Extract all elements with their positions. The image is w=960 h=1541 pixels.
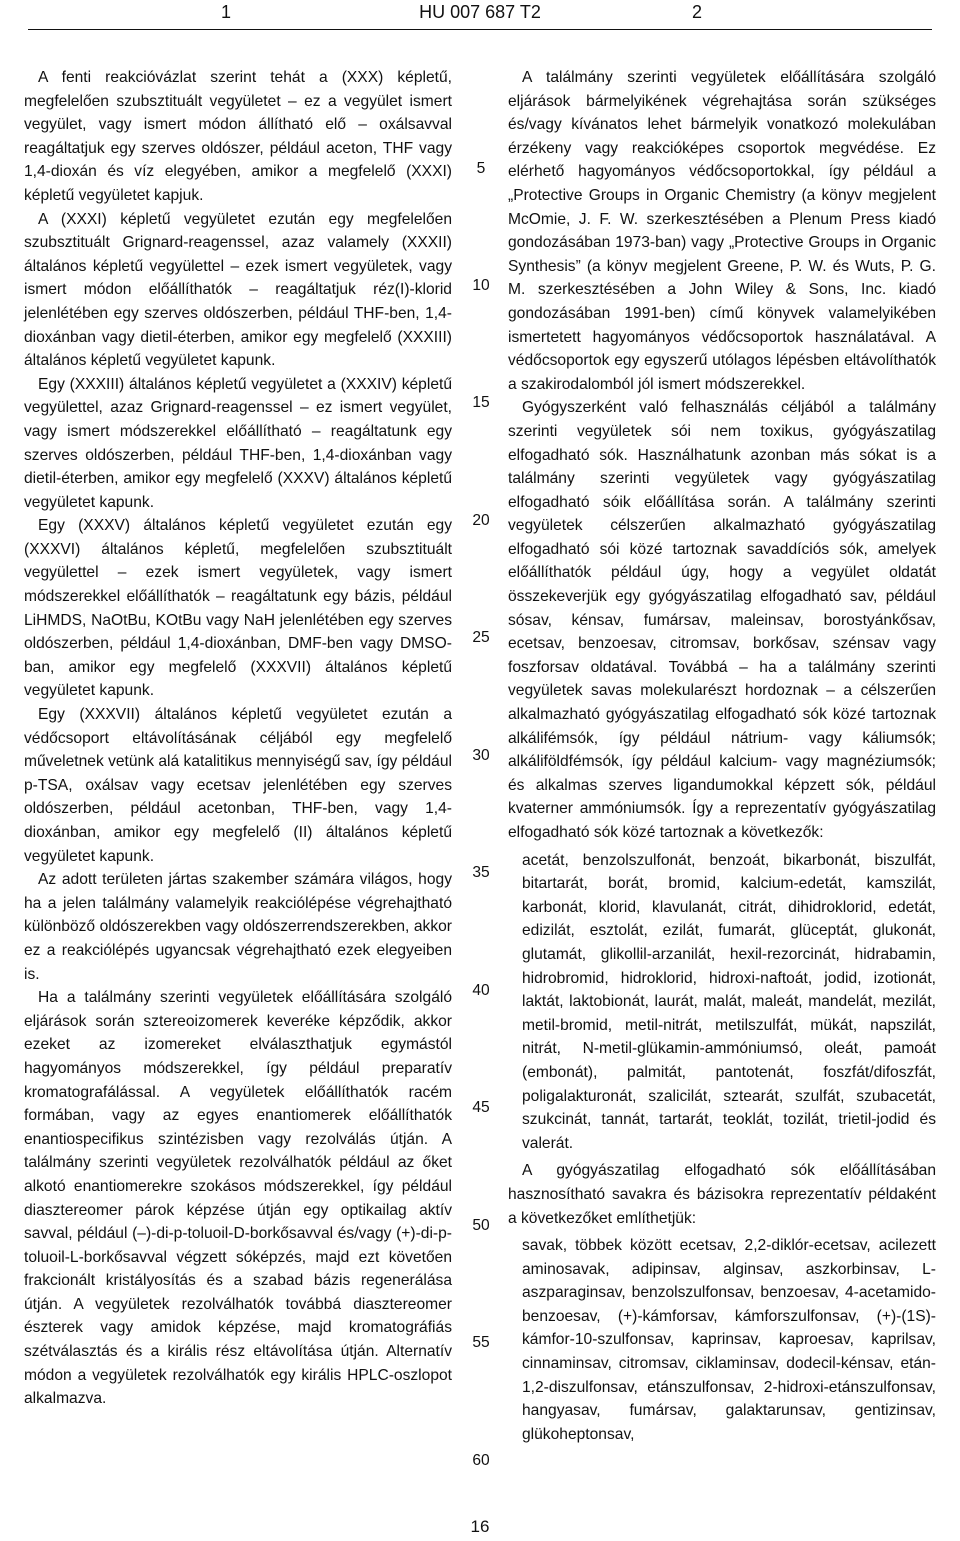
paragraph: A gyógyászatilag elfogadható sók előállításában hasznosítható savakra és bázisokra reprezentatív példaként a következőket említhetjük: (508, 1162, 936, 1227)
paragraph: A fenti reakcióvázlat szerint tehát a (XXX) képletű, megfelelően szubsztituált vegyületet – ez a vegyület ismert vegyület, vagy ismert módon állítható elő – oxálsavval reagáltatjuk egy szerves oldószer, például aceton, THF vagy 1,4-dioxán és víz elegyében, amikor a megfelelő (XXXI) képletű vegyületet kapjuk. (24, 69, 452, 204)
line-number: 50 (472, 1217, 490, 1234)
line-number: 10 (472, 277, 490, 294)
line-number: 45 (472, 1099, 490, 1116)
line-number: 35 (472, 864, 490, 881)
line-number: 25 (472, 629, 490, 646)
page-header (0, 0, 960, 40)
patent-number: HU 007 687 T2 (419, 2, 541, 22)
salt-list: acetát, benzolszulfonát, benzoát, bikarbonát, biszulfát, bitartarát, borát, bromid, kalcium-edetát, kamszilát, karbonát, klorid, klavulanát, citrát, dihidroklorid, edetát, edizilát, esztolát, ezilát, fumarát, glüceptát, glukonát, glutamát, glikollil-arzanilát, hexil-rezorcinát, hidrabamin, hidrobromid, hidroklorid, hidroxi-naftoát, jodid, izotionát, laktát, laktobionát, laurát, malát, maleát, mandelát, mezilát, metil-bromid, metil-nitrát, metilszulfát, mükát, napszilát, nitrát, N-metil-glükamin-ammóniumsó, oleát, pamoát (embonát), palmitát, pantotenát, foszfát/difoszfát, poligalakturonát, szalicilát, sztearát, szulfát, szubacetát, szukcinát, tannát, tartarát, teoklát, tozilát, trietil-jodid és valerát. (522, 851, 936, 1152)
paragraph: A találmány szerinti vegyületek előállítására szolgáló eljárások bármelyikének végrehajtása során szükséges és/vagy kívánatos lehet bármelyik vonatkozó molekulában érzékeny vagy reakcióképes csoportok megvédése. Ez elérhető hagyományos védőcsoportokkal, így például a „Protective Groups in Organic Chemistry (a könyv megjelent McOmie, J. F. W. szerkesztésében a Plenum Press kiadó gondozásában 1973-ban) vagy „Protective Groups in Organic Synthesis” (a könyv megjelent Greene, P. W. és Wuts, P. G. M. szerkesztésében a John Wiley & Sons, Inc. kiadó gondozásában 1991-ben) című könyvek valamelyikében ismertetett hagyományos védőcsoportok használatával. A védőcsoportok egy egyszerű utólagos lépésben eltávolíthatók a szakirodalomból jól ismert módszerekkel. (508, 69, 936, 393)
footer-page-number: 16 (470, 1517, 490, 1536)
right-column (508, 66, 936, 1446)
line-number: 40 (472, 982, 490, 999)
page-footer (0, 1517, 960, 1537)
line-number: 55 (472, 1334, 490, 1351)
left-page-number: 1 (221, 2, 232, 22)
left-column (24, 66, 452, 1411)
paragraph: A (XXXI) képletű vegyületet ezután egy megfelelően szubsztituált Grignard-reagenssel, azaz valamely (XXXII) általános képletű vegyülettel – ezek ismert vegyületek, vagy ismert módon előállíthatók – reagáltatjuk réz(I)-klorid jelenlétében egy szerves oldószerben, például THF-ben, 1,4-dioxánban vagy dietil-éterben, amikor egy megfelelő (XXXIII) általános képletű vegyületet kapunk. (24, 210, 452, 370)
line-number: 20 (472, 512, 490, 529)
line-number: 15 (472, 394, 490, 411)
acid-list: savak, többek között ecetsav, 2,2-diklór-ecetsav, acilezett aminosavak, adipinsav, alginsav, aszkorbinsav, L-aszparaginsav, benzolszulfonsav, benzoesav, 4-acetamido-benzoesav, (+)-kámforsav, kámforszulfonsav, (+)-(1S)-kámfor-10-szulfonsav, kaprinsav, kaproesav, kaprilsav, cinnaminsav, citromsav, ciklaminsav, dodecil-kénsav, etán-1,2-diszulfonsav, etánszulfonsav, 2-hidroxi-etánszulfonsav, hangyasav, fumársav, galaktarunsav, gentizinsav, glükoheptonsav, (522, 1237, 936, 1443)
paragraph: Egy (XXXV) általános képletű vegyületet ezután egy (XXXVI) általános képletű, megfelelően szubsztituált vegyülettel – ezek ismert vegyületek, vagy ismert módszerekkel előállíthatók – reagáltatunk egy bázis, például LiHMDS, NaOtBu, KOtBu vagy NaH jelenlétében egy szerves oldószerben, például 1,4-dioxánban, DMF-ben vagy DMSO-ban, amikor egy megfelelő (XXXVII) általános képletű vegyületet kapunk. (24, 517, 452, 700)
paragraph: Egy (XXXVII) általános képletű vegyületet ezután a védőcsoport eltávolításának céljából egy megfelelő műveletnek vetünk alá katalitikus mennyiségű sav, így például p-TSA, oxálsav vagy ecetsav jelenlétében egy szerves oldószerben, például acetonban, THF-ben, vagy 1,4-dioxánban, amikor egy megfelelő (II) általános képletű vegyületet kapunk. (24, 706, 452, 865)
paragraph: Egy (XXXIII) általános képletű vegyületet a (XXXIV) képletű vegyülettel, azaz Grignard-reagenssel – ez ismert vegyület, vagy ismert módszerekkel előállítható – reagáltatunk egy szerves oldószerben, például THF-ben, 1,4-dioxánban vagy dietil-éterben, amikor egy megfelelő (XXXV) általános képletű vegyületet kapunk. (24, 375, 452, 511)
header-rule (28, 29, 932, 30)
paragraph: Az adott területen jártas szakember számára világos, hogy ha a jelen találmány valamelyik reakciólépése végrehajtható különböző oldószerekben vagy oldószerrendszerekben, akkor ez a reakciólépés ugyancsak végrehajtható ezek elegyeiben is. (24, 871, 452, 983)
paragraph: Gyógyszerként való felhasználás céljából a találmány szerinti vegyületek sói nem toxikus, gyógyászatilag elfogadható sók. Használhatunk azonban más sókat is a találmány szerinti vegyületek vagy gyógyászatilag elfogadható sóik előállítása során. A találmány szerinti vegyületek célszerűen alkalmazható gyógyászatilag elfogadható sói közé tartoznak savaddíciós sók, amelyek előállíthatók például úgy, hogy a vegyület oldatát összekeverjük egy gyógyászatilag elfogadható sav, például sósav, kénsav, fumársav, maleinsav, borostyánkősav, ecetsav, benzoesav, citromsav, borkősav, szénsav vagy foszforsav oldatával. Továbbá – ha a találmány szerinti vegyületek savas molekularészt hordoznak – a célszerűen alkalmazható gyógyászatilag elfogadható sók közé tartoznak alkálifémsók, így például nátrium- vagy káliumsók; alkáliföldfémsók, így például kalcium- vagy magnéziumsók; és alkalmas szerves ligandumokkal képzett sók, például kvaterner ammóniumsók. Így a reprezentatív gyógyászatilag elfogadható sók közé tartoznak a következők: (508, 399, 936, 841)
line-number: 60 (472, 1452, 490, 1469)
right-page-number: 2 (692, 2, 703, 22)
paragraph: Ha a találmány szerinti vegyületek előállítására szolgáló eljárások során sztereoizomerek keveréke képződik, akkor ezeket az izomereket elválaszthatjuk egymástól hagyományos módszerekkel, így például preparatív kromatografálással. A vegyületek előállíthatók racém formában, vagy az egyes enantiomerek előállíthatók enantiospecifikus szintézisben vagy rezolválás útján. A találmány szerinti vegyületek rezolválhatók például az őket alkotó enantiomerekre szokásos módszerekkel, így például diasztereomer párok képzése útján egy optikailag aktív savval, például (–)-di-p-toluoil-D-borkősavval és/vagy (+)-di-p-toluoil-L-borkősavval végzett sóképzés, majd ezt követően frakcionált kristályosítás és a szabad bázis regenerálása útján. A vegyületek rezolválhatók továbbá diasztereomer észterek vagy amidok képzése, majd kromatográfiás szétválasztás és a királis rész eltávolítása útján. Alternatív módon a vegyületek rezolválhatók egy királis HPLC-oszlopot alkalmazva. (24, 989, 452, 1408)
line-number: 30 (472, 747, 490, 764)
line-number: 5 (476, 160, 486, 177)
